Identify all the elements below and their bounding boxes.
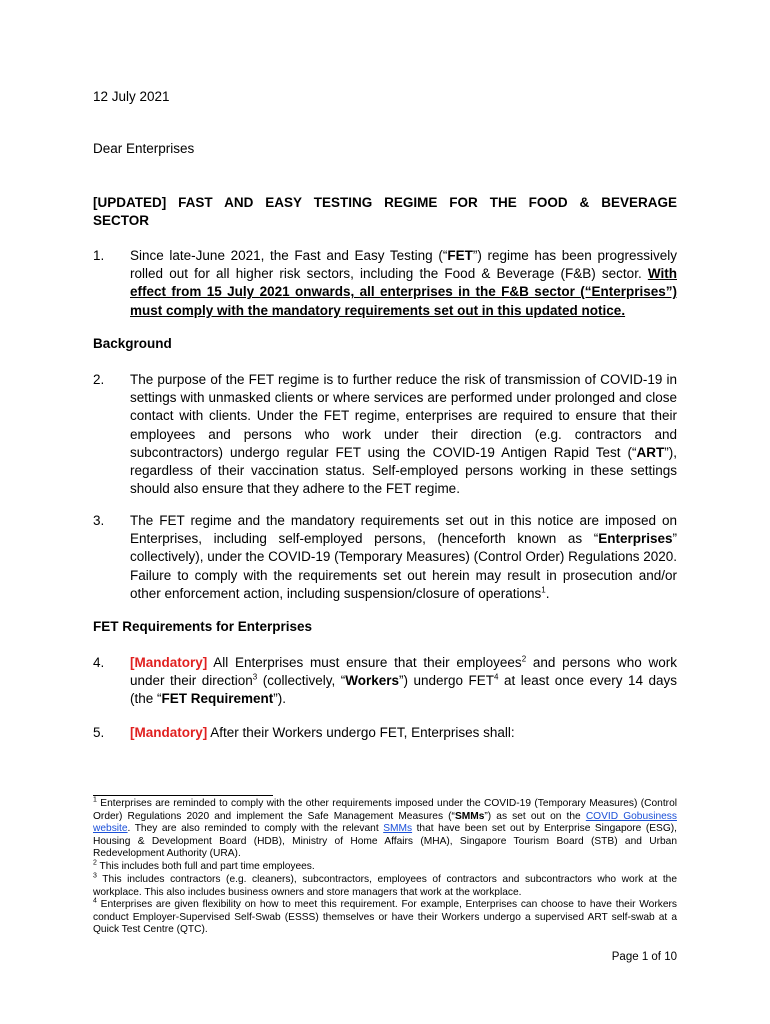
footnote-2: $^2$ This includes both full and part time employees. [93,859,315,872]
paragraph-number: 3. [93,513,105,528]
paragraph-4: 4. [Mandatory] All Enterprises must ensure that their employees$^2$ and persons who work under their direction$^3$ (collectively, “Workers”) undergo FET$^4$ at least once every 14 days (the “FET Requirement”). [93,654,677,707]
footnote-3: $^3$ This includes contractors (e.g. cleaners), subcontractors, employees of contractors and subcontractors who work at the workplace. This also includes business owners and store managers that work at the workplace. [93,872,677,898]
mandatory-tag: [Mandatory] [130,655,208,670]
page-number: Page 1 of 10 [611,951,677,963]
paragraph-2: 2. The purpose of the FET regime is to further reduce the risk of transmission of COVID-19 in settings with unmasked clients or where services are performed under prolonged and close contact with clients. Under the FET regime, enterprises are required to ensure that their employees and persons who work under their direction (e.g. contractors and subcontractors) undergo regular FET using the COVID-19 Antigen Rapid Test (“ART”), regardless of their vaccination status. Self-employed persons working in these settings should also ensure that they adhere to the FET regime. [93,372,677,497]
footnote-divider [93,795,273,796]
paragraph-5: 5. [Mandatory] After their Workers undergo FET, Enterprises shall: [93,724,677,742]
footnote-1: $^1$ Enterprises are reminded to comply with the other requirements imposed under the COVID-19 (Temporary Measures) (Control Order) Regulations 2020 and implement the Safe Management Measures (“SMMs”) as set out on the COVID Gobusiness website. They are also reminded to comply with the relevant SMMs that have been set out by Enterprise Singapore (ESG), Housing & Development Board (HDB), Ministry of Home Affairs (MHA), Singapore Tourism Board (STB) and Urban Redevelopment Authority (URA). [93,796,677,860]
effective-date-notice: With effect from 15 July 2021 onwards, all enterprises in the F&B sector (“Enterprises”) must comply with the mandatory requirements set out in this updated notice. [130,266,677,318]
paragraph-3: 3. The FET regime and the mandatory requirements set out in this notice are imposed on Enterprises, including self-employed persons, (henceforth known as “Enterprises” collectively), under the COVID-19 (Temporary Measures) (Control Order) Regulations 2020. Failure to comply with the requirements set out herein may result in prosecution and/or other enforcement action, including suspension/closure of operations$^1$. [93,513,677,601]
document-heading: [UPDATED] FAST AND EASY TESTING REGIME FOR THE FOOD & BEVERAGE SECTOR [93,195,677,229]
footnote-ref-1: 1 [541,585,546,595]
footnote-ref-2: 2 [521,654,527,664]
paragraph-number: 1. [93,248,105,263]
paragraph-1: 1. Since late-June 2021, the Fast and Easy Testing (“FET”) regime has been progressively rolled out for all higher risk sectors, including the Food & Beverage (F&B) sector. With effect from 15 July 2021 onwards, all enterprises in the F&B sector (“Enterprises”) must comply with the mandatory requirements set out in this updated notice. [93,248,677,318]
letter-date: 12 July 2021 [93,89,170,104]
footnote-ref-3: 3 [252,672,258,682]
paragraph-number: 5. [93,725,105,740]
salutation: Dear Enterprises [93,141,195,156]
mandatory-tag: [Mandatory] [130,725,208,740]
paragraph-number: 4. [93,655,105,670]
covid-gobusiness-link[interactable]: COVID Gobusiness website [93,810,677,835]
section-heading-background: Background [93,336,172,351]
footnote-ref-4: 4 [494,672,499,682]
paragraph-number: 2. [93,372,105,387]
section-heading-fet-requirements: FET Requirements for Enterprises [93,619,313,634]
footnote-4: $^4$ Enterprises are given flexibility on how to meet this requirement. For example, Enterprises can choose to have their Workers conduct Employer-Supervised Self-Swab (ESSS) themselves or have their Workers undergo a supervised ART self-swab at a Quick Test Centre (QTC). [93,897,677,936]
smms-link[interactable]: SMMs [383,823,413,835]
